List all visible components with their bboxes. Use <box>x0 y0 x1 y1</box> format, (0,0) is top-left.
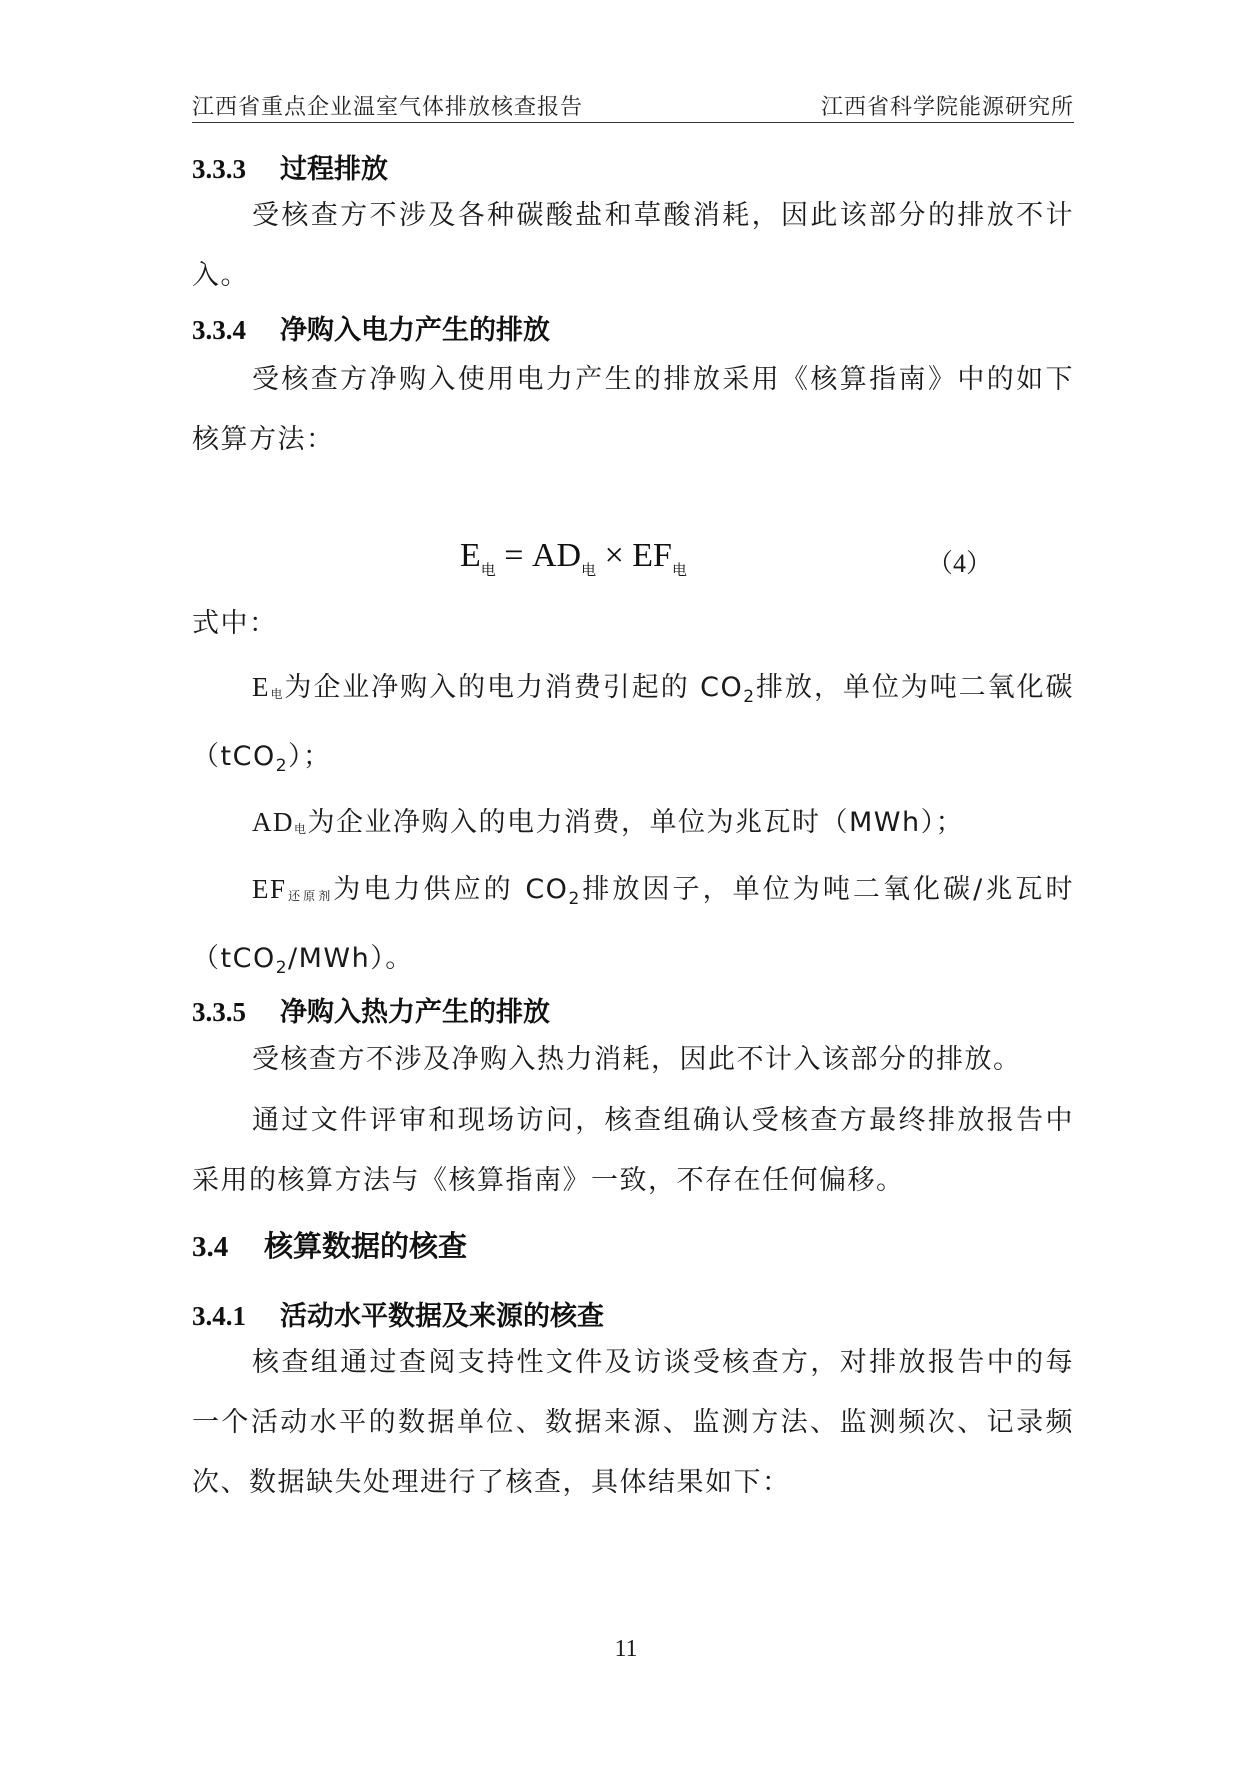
section-heading-3-3-3 <box>192 147 388 186</box>
paragraph-ad-definition <box>192 792 1074 859</box>
formula-e: E <box>460 537 481 574</box>
ef-def-text: 为电力供应的 CO <box>333 874 569 905</box>
symbol-e: E <box>252 672 270 702</box>
section-heading-3-3-4 <box>192 308 550 347</box>
paragraph-where: 式中： <box>192 608 278 639</box>
section-title: 净购入电力产生的排放 <box>280 315 550 346</box>
ef-def-unit: 排放因子，单位为吨二氧化碳/兆瓦时（tCO <box>192 874 1074 974</box>
paragraph-activity-data-check: 核查组通过查阅支持性文件及访谈受核查方，对排放报告中的每一个活动水平的数据单位、数据来源、监测方法、监测频次、记录频次、数据缺失处理进行了核查，具体结果如下： <box>192 1347 1074 1498</box>
formula-electricity-emissions <box>460 537 687 580</box>
paragraph-ef-definition <box>192 859 1074 998</box>
co2-sub: 2 <box>568 889 581 909</box>
formula-eq-ad: = AD <box>495 537 582 574</box>
formula-ad-sub: 电 <box>581 561 597 579</box>
paragraph-electricity-method: 受核查方净购入使用电力产生的排放采用《核算指南》中的如下核算方法： <box>192 364 1074 455</box>
formula-ef-sub: 电 <box>671 561 687 579</box>
symbol-ef-sub: 还原剂 <box>286 889 334 903</box>
section-number: 3.3.5 <box>192 997 246 1027</box>
formula-number: （4） <box>927 549 993 578</box>
paragraph-heat-emissions: 受核查方不涉及净购入热力消耗，因此不计入该部分的排放。 <box>252 1044 1022 1075</box>
symbol-ad: AD <box>252 807 294 837</box>
symbol-ad-sub: 电 <box>294 822 308 836</box>
section-title: 活动水平数据及来源的核查 <box>280 1301 604 1332</box>
symbol-ef: EF <box>252 874 287 904</box>
section-number: 3.3.3 <box>192 154 246 184</box>
e-def-text: 为企业净购入的电力消费引起的 CO <box>284 672 744 703</box>
page-number: 11 <box>614 1636 638 1662</box>
formula-e-sub: 电 <box>480 561 496 579</box>
ef-def-end: /MWh）。 <box>288 943 414 974</box>
section-heading-3-4-1 <box>192 1294 604 1333</box>
e-def-end: ）； <box>288 741 332 772</box>
tco2-sub: 2 <box>275 756 289 776</box>
section-number: 3.4.1 <box>192 1301 246 1331</box>
section-number: 3.4 <box>192 1231 229 1263</box>
symbol-e-sub: 电 <box>270 687 285 701</box>
e-def-unit: 排放，单位为吨二氧化碳（tCO <box>192 672 1075 772</box>
paragraph-verification-conclusion: 通过文件评审和现场访问，核查组确认受核查方最终排放报告中采用的核算方法与《核算指南》一致，不存在任何偏移。 <box>192 1105 1074 1196</box>
section-title: 净购入热力产生的排放 <box>280 997 550 1028</box>
co2-sub: 2 <box>743 687 756 707</box>
ad-def-text: 为企业净购入的电力消费，单位为兆瓦时（MWh）； <box>307 807 965 838</box>
section-number: 3.3.4 <box>192 315 246 345</box>
paragraph-process-emissions: 受核查方不涉及各种碳酸盐和草酸消耗，因此该部分的排放不计入。 <box>192 200 1074 291</box>
section-heading-3-4 <box>192 1224 467 1265</box>
section-title: 核算数据的核查 <box>264 1229 468 1263</box>
paragraph-e-definition <box>192 657 1074 796</box>
page-header <box>192 88 1074 123</box>
section-heading-3-3-5 <box>192 990 550 1029</box>
tco2-sub: 2 <box>275 958 289 978</box>
header-report-title: 江西省重点企业温室气体排放核查报告 <box>192 95 584 120</box>
section-title: 过程排放 <box>280 154 388 185</box>
header-institute: 江西省科学院能源研究所 <box>820 95 1074 120</box>
formula-times-ef: × EF <box>596 537 672 574</box>
